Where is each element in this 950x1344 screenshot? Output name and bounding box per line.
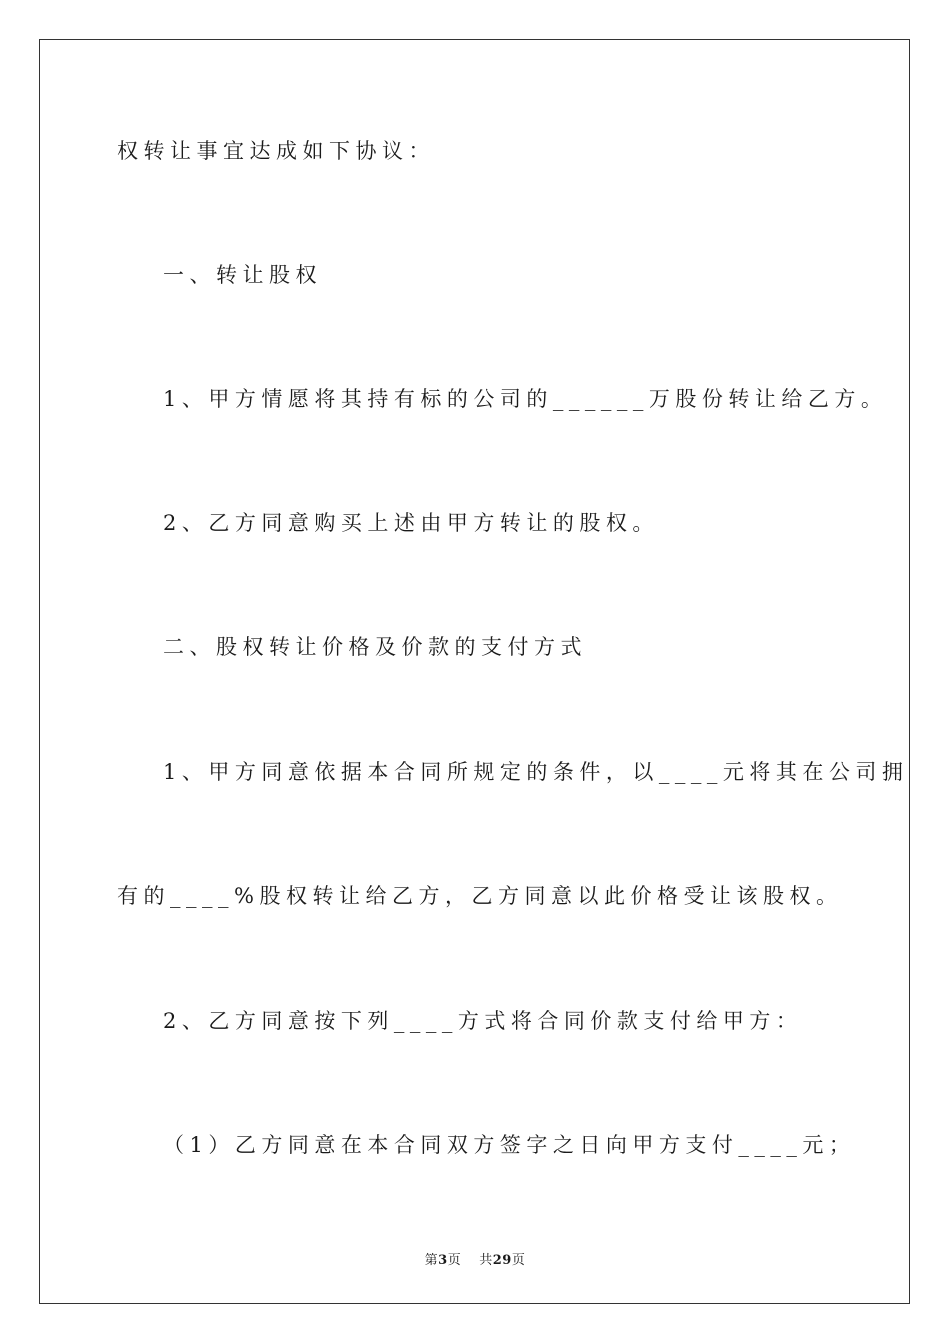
clause-1-2: 2、乙方同意购买上述由甲方转让的股权。	[163, 511, 659, 535]
section-heading-1: 一、转让股权	[163, 263, 322, 287]
total-prefix: 共	[479, 1253, 493, 1268]
page-suffix: 页	[447, 1253, 462, 1268]
clause-2-2-item-1: （1）乙方同意在本合同双方签字之日向甲方支付____元；	[163, 1133, 856, 1157]
section-heading-2: 二、股权转让价格及价款的支付方式	[163, 635, 587, 659]
clause-2-1-line-1: 1、甲方同意依据本合同所规定的条件，以____元将其在公司拥	[163, 760, 909, 784]
paragraph-intro-continuation: 权转让事宜达成如下协议：	[117, 139, 435, 163]
page-number: 3	[438, 1253, 448, 1268]
total-pages: 29	[492, 1253, 512, 1268]
total-suffix: 页	[511, 1253, 526, 1268]
page-prefix: 第	[424, 1253, 439, 1268]
clause-2-2: 2、乙方同意按下列____方式将合同价款支付给甲方：	[163, 1009, 803, 1033]
page-frame	[39, 39, 910, 1304]
clause-2-1-line-2: 有的____%股权转让给乙方，乙方同意以此价格受让该股权。	[117, 884, 843, 908]
clause-1-1: 1、甲方情愿将其持有标的公司的______万股份转让给乙方。	[163, 387, 888, 411]
page-footer	[0, 1249, 950, 1268]
